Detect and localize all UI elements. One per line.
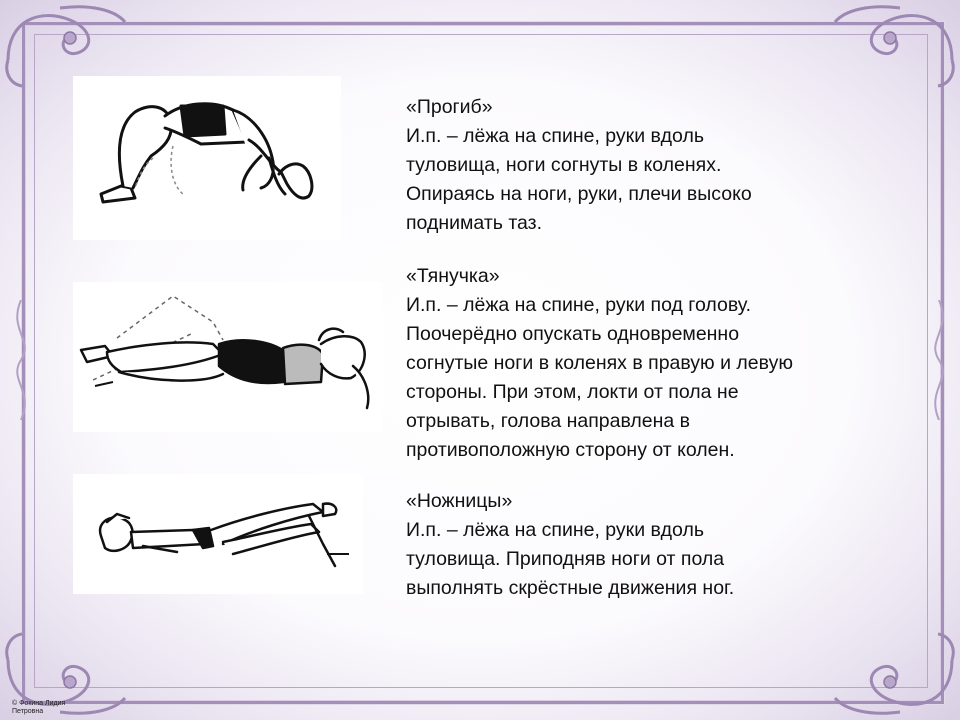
copyright-credit (12, 700, 65, 716)
exercise-title: «Ножницы» (406, 490, 513, 512)
side-ornament-icon (6, 300, 36, 420)
exercise-line: стороны. При этом, локти от пола не (406, 381, 739, 403)
exercise-line: И.п. – лёжа на спине, руки вдоль (406, 125, 704, 147)
exercise-title: «Тянучка» (406, 265, 500, 287)
credit-line: Петровна (12, 708, 44, 715)
knee-twist-figure-icon (73, 282, 383, 432)
figure-panel-twist (73, 282, 383, 432)
exercise-title: «Прогиб» (406, 96, 493, 118)
exercise-line: туловища. Приподняв ноги от пола (406, 548, 725, 570)
exercise-line: выполнять скрёстные движения ног. (406, 577, 735, 599)
exercise-line: противоположную сторону от колен. (406, 439, 735, 461)
exercise-text-2 (406, 262, 906, 465)
exercise-line: Опираясь на ноги, руки, плечи высоко (406, 183, 752, 205)
exercise-text-1 (406, 93, 906, 238)
exercise-line: согнутые ноги в коленях в правую и левую (406, 352, 793, 374)
exercise-line: Поочерёдно опускать одновременно (406, 323, 740, 345)
bridge-pose-figure-icon (73, 76, 341, 240)
credit-line: © Фокина Лидия (12, 700, 66, 707)
exercise-line: И.п. – лёжа на спине, руки под голову. (406, 294, 751, 316)
corner-ornament-icon (830, 0, 960, 90)
figure-panel-bridge (73, 76, 341, 240)
figure-panel-scissors (73, 474, 363, 594)
exercise-line: туловища, ноги согнуты в коленях. (406, 154, 722, 176)
exercise-line: И.п. – лёжа на спине, руки вдоль (406, 519, 704, 541)
side-ornament-icon (924, 300, 954, 420)
exercise-line: поднимать таз. (406, 212, 543, 234)
corner-ornament-icon (830, 600, 960, 720)
scissors-legs-figure-icon (73, 474, 363, 594)
exercise-line: отрывать, голова направлена в (406, 410, 691, 432)
exercise-text-3 (406, 487, 906, 603)
